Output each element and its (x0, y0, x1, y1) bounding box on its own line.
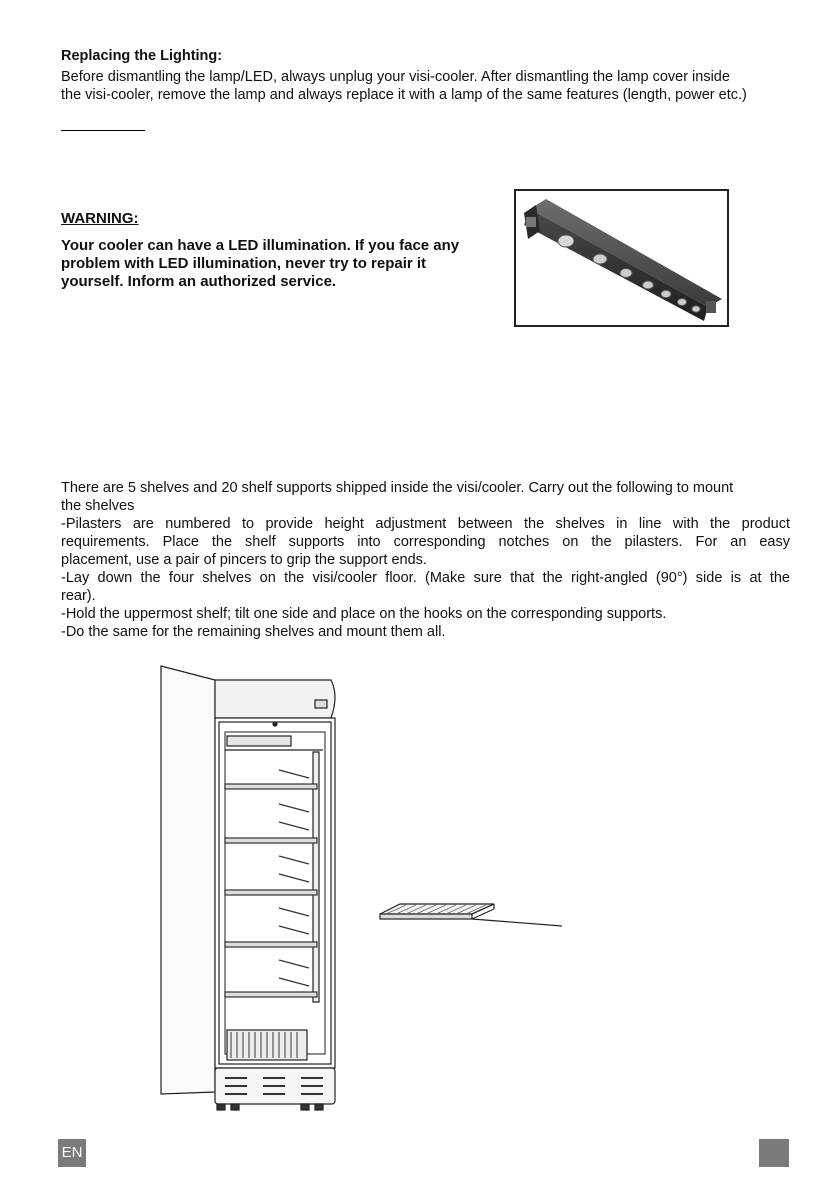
shelves-line-2: the shelves (61, 498, 135, 514)
lighting-heading: Replacing the Lighting: (61, 48, 223, 64)
shelves-line-7: rear). (61, 588, 96, 604)
led-bar-illustration (516, 191, 727, 325)
shelves-line-1: There are 5 shelves and 20 shelf supports shipped inside the visi/cooler. Carry out the following to mount (61, 480, 734, 496)
shelf-illustration (376, 900, 566, 934)
shelves-line-6: -Lay down the four shelves on the visi/cooler floor. (Make sure that the right-angled (90°) side is at the (61, 570, 790, 586)
warning-line-1: Your cooler can have a LED illumination. If you face any (61, 237, 460, 254)
shelves-line-5: placement, use a pair of pincers to grip the support ends. (61, 552, 427, 568)
warning-line-3: yourself. Inform an authorized service. (61, 273, 337, 290)
lighting-line-2: the visi-cooler, remove the lamp and always replace it with a lamp of the same features (length, power etc.) (61, 87, 747, 103)
cooler-illustration (155, 660, 345, 1115)
warning-line-2: problem with LED illumination, never try to repair it (61, 255, 427, 272)
shelves-line-9: -Do the same for the remaining shelves and mount them all. (61, 624, 446, 640)
warning-title: WARNING: (61, 210, 139, 227)
separator-line (61, 130, 145, 131)
language-label: EN (61, 1144, 83, 1161)
led-bar-photo (514, 189, 729, 327)
lighting-line-1: Before dismantling the lamp/LED, always unplug your visi-cooler. After dismantling the lamp cover inside (61, 69, 730, 85)
shelves-line-3: -Pilasters are numbered to provide height adjustment between the shelves in line with the product (61, 516, 790, 532)
shelves-line-8: -Hold the uppermost shelf; tilt one side and place on the hooks on the corresponding supports. (61, 606, 667, 622)
shelves-line-4: requirements. Place the shelf supports into corresponding notches on the pilasters. For an easy (61, 534, 790, 550)
page-corner-block (759, 1139, 789, 1167)
language-badge (58, 1139, 86, 1167)
